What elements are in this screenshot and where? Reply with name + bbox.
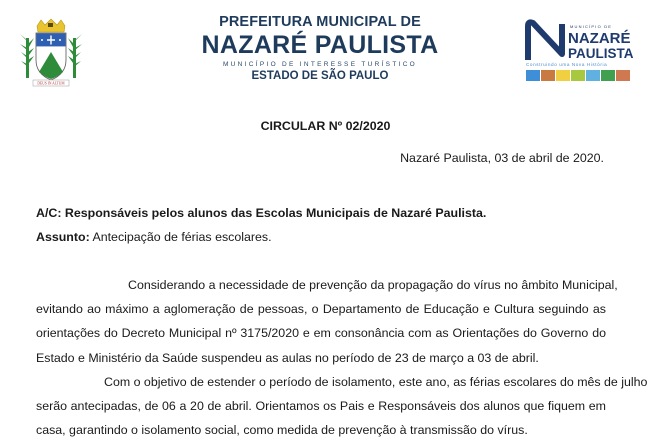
paragraph-line: casa, garantindo o isolamento social, como medida de prevenção à transmissão do vírus. (36, 423, 528, 438)
paragraph-line: orientações do Decreto Municipal nº 3175/2020 e em consonância com as Orientações do Governo do (36, 326, 606, 341)
municipal-crest (20, 18, 82, 88)
paragraph-line: evitando ao máximo a aglomeração de pessoas, o Departamento de Educação e Cultura seguindo as (36, 302, 606, 317)
subject (36, 230, 272, 244)
header-prefeitura: PREFEITURA MUNICIPAL DE (219, 14, 421, 30)
header-state: ESTADO DE SÃO PAULO (251, 70, 389, 82)
svg-text:Construindo uma Nova História: Construindo uma Nova História (526, 62, 608, 67)
svg-text:NAZARÉ: NAZARÉ (568, 30, 631, 47)
addressee: A/C: Responsáveis pelos alunos das Escolas Municipais de Nazaré Paulista. (36, 206, 487, 220)
city-logo (524, 18, 636, 84)
paragraph-line: Considerando a necessidade de prevenção da propagação do vírus no âmbito Municipal, (128, 278, 618, 292)
header-subtitle: MUNICÍPIO DE INTERESSE TURÍSTICO (222, 61, 418, 68)
document-date: Nazaré Paulista, 03 de abril de 2020. (400, 151, 604, 165)
coat-of-arms-icon (20, 18, 82, 88)
nazare-paulista-logo-icon (524, 18, 636, 84)
paragraph-1 (36, 273, 618, 370)
paragraph-2 (36, 370, 648, 443)
letterhead (180, 14, 460, 83)
subject-label: Assunto: (36, 230, 90, 244)
svg-text:DEUS IN ALTUM: DEUS IN ALTUM (37, 81, 65, 86)
svg-text:PAULISTA: PAULISTA (568, 46, 634, 61)
header-city-name: NAZARÉ PAULISTA (201, 31, 439, 59)
circular-title: CIRCULAR Nº 02/2020 (260, 119, 391, 133)
paragraph-line: serão antecipadas, de 06 a 20 de abril. Orientamos os Pais e Responsáveis dos alunos que fiquem em (36, 399, 606, 414)
svg-text:MUNICÍPIO DE: MUNICÍPIO DE (570, 24, 613, 29)
paragraph-line: Estado e Ministério da Saúde suspendeu as aulas no período de 23 de março a 03 de abril. (36, 350, 539, 365)
paragraph-line: Com o objetivo de estender o período de isolamento, este ano, as férias escolares do mês de julho (104, 375, 648, 389)
subject-text: Antecipação de férias escolares. (89, 230, 272, 244)
